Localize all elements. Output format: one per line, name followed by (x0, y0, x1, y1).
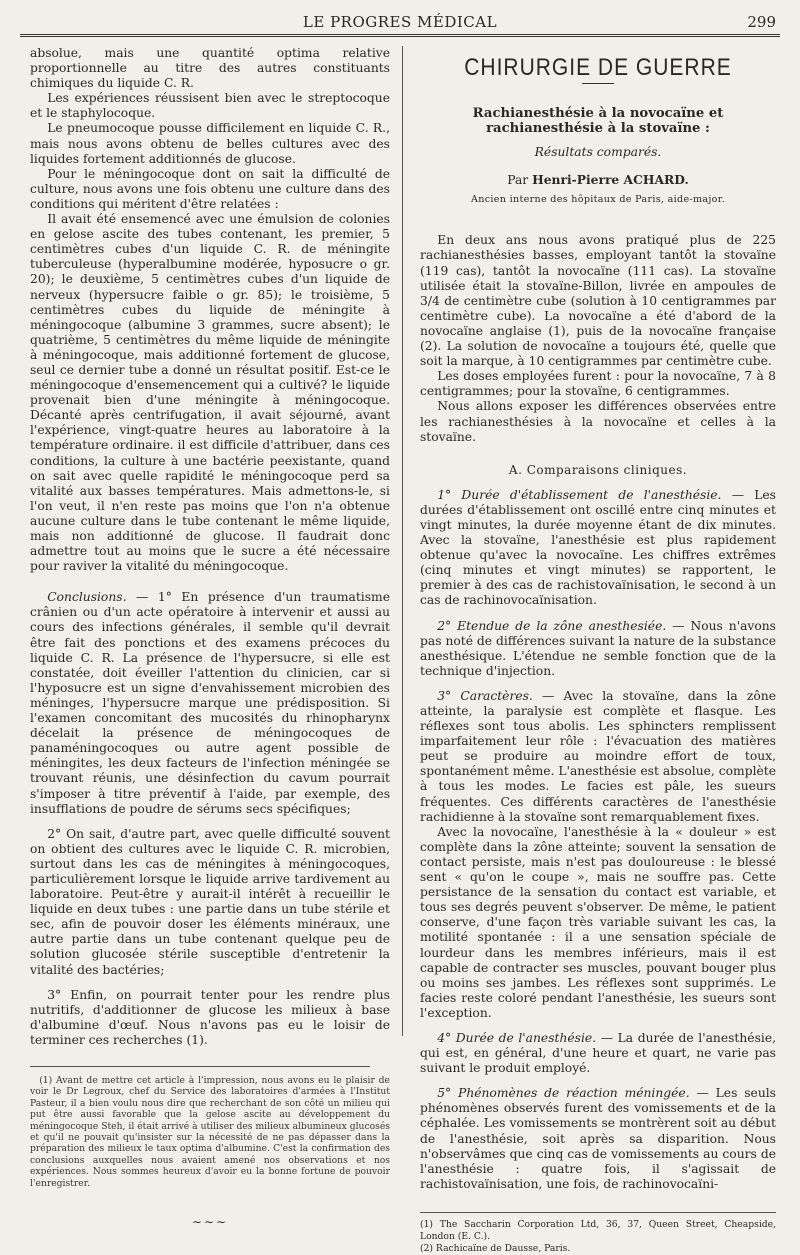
footnote-text: (1) Avant de mettre cet article à l'impression, nous avons eu le plaisir de voir le Dr Legroux, chef du Service des laboratoires d'armées à l'Institut Pasteur, il a bien voulu nous dire que recherchant de son côté un milieu qui put être aussi favorable que la gelose ascite au développement du méningocoque Steh, il était arrivé à utiliser des milieux albumineux glucosés et qu'il ne pouvait qu'insister sur la nécessité de ne pas dépasser dans la préparation des milieux le taux optima d'albumine. C'est la confirmation des conclusions auxquelles nous avaient amené nos observations et nos expériences. Nous sommes heureux d'avoir eu la bonne fortune de pouvoir l'enregistrer. (30, 1075, 390, 1189)
end-ornament: ∼∼∼ (191, 1215, 229, 1230)
section-5-label: 5° Phénomènes de réaction méningée. (437, 1086, 690, 1101)
section-5-text: — Les seuls phénomènes observés furent des vomissements et de la céphalée. Les vomissements se montrèrent soit au début de l'anesthésie, soit après sa disparition. Nous n'observâmes que cinq cas de vomissements au cours de l'anesthésie : quatre fois, il s'agissait de rachistovaïnisation, une fois, de rachinovocaïni- (420, 1086, 776, 1191)
section-1-text: — Les durées d'établissement ont oscillé entre cinq minutes et vingt minutes, la durée moyenne étant de dix minutes. Avec la stovaïne, l'anesthésie est plus rapidement obtenue qu'avec la novocaïne. Les chiffres extrêmes (cinq minutes et vingt minutes) se rapportent, le premier à des cas de rachistovaïnisation, le second à un cas de rachinovocaïnisation. (420, 487, 776, 608)
article-author (420, 172, 776, 188)
conclusions-label: Conclusions. (47, 590, 127, 605)
page-number: 299 (747, 13, 776, 31)
paragraph: Les expériences réussisent bien avec le streptocoque et le staphylocoque. (30, 91, 390, 121)
section-1-label: 1° Durée d'établissement de l'anesthésie. (437, 487, 722, 502)
section-1-paragraph (420, 488, 776, 609)
section-4-text: — La durée de l'anesthésie, qui est, en général, d'une heure et quart, ne varie pas suivant le produit employé. (420, 1030, 777, 1076)
footnotes (420, 1219, 776, 1255)
section-5-paragraph (420, 1086, 776, 1192)
article-subtitle: Résultats comparés. (534, 145, 662, 160)
section-2-paragraph (420, 619, 776, 679)
right-column (420, 46, 776, 1255)
left-column (30, 46, 390, 1230)
article-title (420, 106, 776, 136)
article-title-line: rachianesthésie à la stovaïne : (486, 121, 710, 137)
section-4-label: 4° Durée de l'anesthésie. (437, 1030, 597, 1045)
section-2-text: — Nous n'avons pas noté de différences suivant la nature de la substance anesthésique. L'étendue ne semble fonction que de la technique d'injection. (420, 618, 776, 678)
footnote (30, 1075, 390, 1189)
section-4-paragraph (420, 1031, 776, 1076)
paragraph: Nous allons exposer les différences observées entre les rachianesthésies à la novocaïne et celles à la stovaïne. (420, 399, 776, 444)
paragraph: Avec la novocaïne, l'anesthésie à la « douleur » est complète dans la zône atteinte; souvent la sensation de contact persiste, mais n'est pas douloureuse : le blessé sent « qu'on le coupe », mais ne souffre pas. Cette persistance de la sensation du contact est variable, et tous ses degrés peuvent s'observer. De même, le patient conserve, d'une façon très variable suivant les cas, la motilité spontanée : il a une sensation spéciale de lourdeur dans les membres inférieurs, mais il est capable de contracter ses muscles, pouvant bouger plus ou moins ses jambes. Les réflexes sont supprimés. Le facies reste coloré pendant l'anesthésie, les sueurs sont l'exception. (420, 824, 776, 1020)
conclusions-text: — 1° En présence d'un traumatisme crânien ou d'un acte opératoire à intervenir et aussi au cours des infections générales, il semble qu'il devrait être fait des ponctions et des examens précoces du liquide C. R. La présence de l'hypersucre, si elle est constatée, doit éveiller l'attention du clinicien, car si l'hyposucre est un signe d'envahissement microbien des méninges, l'hypersucre marque une prédisposition. Si l'examen concomitant des mucosités du rhinopharynx décelait la présence de méningocoques de panaméningocoques ou autre agent possible de méningites, les deux facteurs de l'infection méningée se trouvant réunis, une désinfection du cavum pourrait s'imposer à titre préventif à l'aide, par exemple, des insufflations de poudre de sérums secs spécifiques; (30, 590, 390, 816)
footnote-text: (2) Rachicaïne de Dausse, Paris. (420, 1242, 571, 1254)
paragraph: Pour le méningocoque dont on sait la difficulté de culture, nous avons une fois obtenu une culture dans des conditions qui méritent d'être relatées : (30, 166, 390, 211)
section-3-text: — Avec la stovaïne, dans la zône atteinte, la paralysie est complète et flasque. Les réflexes sont tous abolis. Les sphincters remplissent imparfaitement leur rôle : l'évacuation des matières peut se produire au moindre effort de toux, spontanément même. L'anesthésie est absolue, complète à tous les modes. Le facies est pâle, les sueurs fréquentes. Ces différents caractères de l'anesthésie rachidienne à la stovaïne sont remarquablement fixes. (420, 688, 777, 824)
paragraph: En deux ans nous avons pratiqué plus de 225 rachianesthésies basses, employant tantôt la stovaïne (119 cas), tantôt la novocaïne (111 cas). La stovaïne utilisée était la stovaïne-Billon, livrée en ampoules de 3/4 de centimètre cube (solution à 10 centigrammes par centimètre cube). La novocaïne a été d'abord de la novocaïne anglaise (1), puis de la novocaïne française (2). La solution de novocaïne a toujours été, quelle que soit la marque, à 10 centigrammes par centimètre cube. (420, 233, 776, 369)
section-3-label: 3° Caractères. (437, 688, 533, 703)
section-2-label: 2° Etendue de la zône anesthesiée. (437, 618, 667, 633)
paragraph: Les doses employées furent : pour la novocaïne, 7 à 8 centigrammes; pour la stovaïne, 6 centigrammes. (420, 369, 776, 399)
journal-title: LE PROGRES MÉDICAL (302, 13, 498, 31)
footnote-divider (420, 1212, 776, 1213)
paragraph: Il avait été ensemencé avec une émulsion de colonies en gelose ascite des tubes contenant, les premier, 5 centimètres cubes d'un liquide C. R. de méningite tuberculeuse (hyperalbumine modérée, hyposucre o gr. 20); le deuxième, 5 centimètres cubes d'un liquide de nerveux (hypersucre faible o gr. 85); le troisième, 5 centimètres cubes du liquide de méningite à méningocoque (albumine 3 grammes, sucre absent); le quatrième, 5 centimètres du même liquide de méningite à méningocoque, mais additionné fortement de glucose, seul ce dernier tube a donné un résultat positif. Est-ce le méningocoque d'ensemencement qui a cultivé? le liquide provenait bien d'une méningite à méningocoque. Décanté après centrifugation, il avait séjourné, avant l'expérience, vingt-quatre heures au laboratoire à la température ordinaire. il est difficile d'attribuer, dans ces conditions, la culture à une bactérie peexistante, quand on sait avec quelle rapidité le méningocoque perd sa vitalité aux basses températures. Mais admettons-le, si l'on veut, il n'en reste pas moins que l'on n'a obtenue aucune culture dans le tube contenant le même liquide, mais non additionné de glucose. Il faudrait donc admettre tout au moins que le sucre a été nécessaire pour raviver la vitalité du méningocoque. (30, 212, 390, 574)
subsection-heading: A. Comparaisons cliniques. (508, 462, 688, 477)
paragraph: 3° Enfin, on pourrait tenter pour les rendre plus nutritifs, d'additionner de glucose les milieux à base d'albumine d'œuf. Nous n'avons pas eu le loisir de terminer ces recherches (1). (30, 987, 390, 1047)
section-rule (582, 83, 614, 84)
footnote-divider (30, 1066, 370, 1067)
author-prefix: Par (507, 173, 533, 188)
paragraph: 2° On sait, d'autre part, avec quelle difficulté souvent on obtient des cultures avec le liquide C. R. microbien, surtout dans les cas de méningites à méningocoques, particulièrement lorsque le liquide arrive tardivement au laboratoire. Peut-être y aurait-il intérêt à recueillir le liquide en deux tubes : une partie dans un tube stérile et sec, afin de pouvoir doser les éléments minéraux, une autre partie dans un tube contenant quelque peu de solution glucosée stérile susceptible d'entretenir la vitalité des bactéries; (30, 826, 390, 977)
page-header (20, 8, 780, 37)
article-title-line: Rachianesthésie à la novocaïne et (472, 106, 724, 122)
conclusions-paragraph (30, 590, 390, 816)
author-name: Henri-Pierre ACHARD. (532, 172, 689, 188)
column-divider (402, 46, 403, 1036)
paragraph: absolue, mais une quantité optima relative proportionnelle au titre des autres constituants chimiques du liquide C. R. (30, 46, 390, 91)
footnote-text: (1) The Saccharin Corporation Ltd, 36, 37, Queen Street, Cheapside, London (E. C.). (420, 1218, 776, 1242)
section-3-paragraph (420, 689, 776, 825)
section-title: CHIRURGIE DE GUERRE (464, 54, 732, 81)
paragraph: Le pneumocoque pousse difficilement en liquide C. R., mais nous avons obtenu de belles cultures avec des liquides fortement additionnés de glucose. (30, 121, 390, 166)
author-affiliation: Ancien interne des hôpitaux de Paris, aide-major. (471, 194, 725, 206)
